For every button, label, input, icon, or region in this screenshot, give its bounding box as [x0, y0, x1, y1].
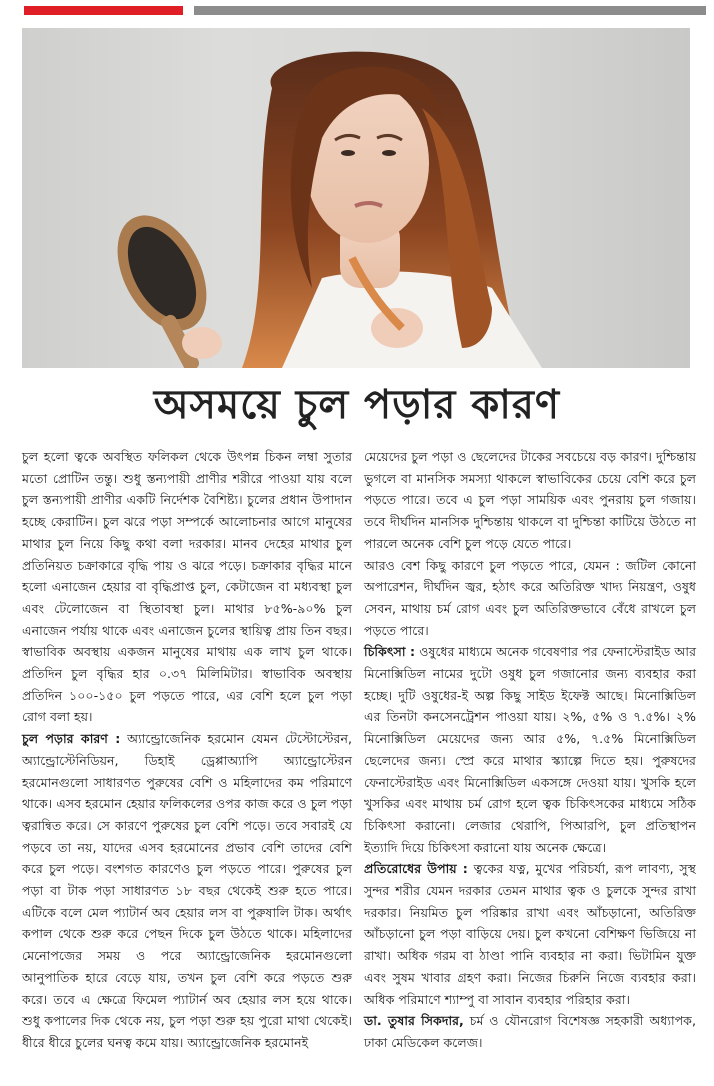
paragraph-intro: [22, 446, 352, 728]
paragraph-causes-text: অ্যান্ড্রোজেনিক হরমোন যেমন টেস্টোস্টেরন, অ্যান্ড্রোস্টেনিডিয়ন, ডিহাই ড্রেপ্পাঅ্যাপি অ্যান্ড্রোস্টেরন হরমোনগুলো সাধারণত পুরুষের বেশি ও মহিলাদের কম পরিমাণে থাকে। এসব হরমোন হেয়ার ফলিকলের ওপর কাজ করে ও চুল পড়া ত্বরান্বিত করে। সে কারণে পুরুষের চুল বেশি পড়ে। তবে সবারই যে পড়বে তা নয়, যাদের এসব হরমোনের প্রভাব বেশি তাদের বেশি করে চুল পড়ে। বংশগত কারণেও চুল পড়তে পারে। পুরুষের চুল পড়া বা টাক পড়া সাধারণত ১৮ বছর থেকেই শুরু হতে পারে। এটিকে বলে মেল প্যাটার্ন অব হেয়ার লস বা পুরুষালি টাক। অর্থাৎ কপাল থেকে শুরু করে পেছন দিকে চুল উঠতে থাকে। মহিলাদের মেনোপজের সময় ও পরে অ্যান্ড্রোজেনিক হরমোনগুলো আনুপাতিক হারে বেড়ে যায়, তখন চুল বেশি করে পড়তে শুরু করে। তবে এ ক্ষেত্রে ফিমেল প্যাটার্ন অব হেয়ার লস হয়ে থাকে। শুধু কপালের দিক থেকে নয়, চুল পড়া শুরু হয় পুরো মাথা থেকেই। ধীরে ধীরে চুলের ঘনত্ব কমে যায়। অ্যান্ড্রোজেনিক হরমোনই: [22, 731, 353, 1050]
paragraph-continuation-text: মেয়েদের চুল পড়া ও ছেলেদের টাকের সবচেয়ে বড় কারণ। দুশ্চিন্তায় ভুগলে বা মানসিক সমস্যা থাকলে স্বাভাবিকের চেয়ে বেশি করে চুল পড়তে পারে। তবে এ চুল পড়া সাময়িক এবং পুনরায় চুল গজায়। তবে দীর্ঘদিন মানসিক দুশ্চিন্তায় থাকলে বা দুশ্চিন্তা কাটিয়ে উঠতে না পারলে অনেক বেশি চুল পড়ে যেতে পারে।: [364, 449, 696, 551]
paragraph-prevention: [364, 858, 696, 1010]
article-column-left: [22, 446, 352, 1054]
author-byline: [364, 1010, 696, 1053]
top-accent-bar: [24, 6, 706, 15]
author-name: ডা. তুষার সিকদার,: [364, 1013, 464, 1029]
paragraph-other-causes: [364, 555, 696, 642]
paragraph-treatment-text: ওষুধের মাধ্যমে অনেক গবেষণার পর ফেনাস্টেরাইড আর মিনোক্সিডিল নামের দুটো ওষুধ চুল গজানোর জন্য ব্যবহার করা হচ্ছে। দুটি ওষুধের-ই অল্প কিছু সাইড ইফেক্ট আছে। মিনোক্সিডিল এর তিনটা কনসেনট্রেশন পাওয়া যায়। ২%, ৫% ও ৭.৫%। ২% মিনোক্সিডিল মেয়েদের জন্য আর ৫%, ৭.৫% মিনোক্সিডিল ছেলেদের জন্য। স্প্রে করে মাথার স্ক্যাল্পে দিতে হয়। পুরুষদের ফেনাস্টেরাইড এবং মিনোক্সিডিল একসঙ্গে দেওয়া যায়। খুসকি হলে খুসকির এবং মাথায় চর্ম রোগ হলে ত্বক চিকিৎসকের মাধ্যমে সঠিক চিকিৎসা করানো। লেজার থেরাপি, পিআরপি, চুল প্রতিস্থাপন ইত্যাদি দিয়ে চিকিৎসা করানো যায় অনেক ক্ষেত্রে।: [364, 644, 697, 855]
paragraph-causes: [22, 728, 352, 1054]
section-lead-prevention: প্রতিরোধের উপায় :: [364, 861, 468, 877]
paragraph-treatment: [364, 641, 696, 858]
paragraph-other-causes-text: আরও বেশ কিছু কারণে চুল পড়তে পারে, যেমন : জটিল কোনো অপারেশন, দীর্ঘদিন জ্বর, হঠাৎ করে অতিরিক্ত খাদ্য নিয়ন্ত্রণ, ওষুধ সেবন, মাথায় চর্ম রোগ এবং চুল অতিরিক্তভাবে বেঁধে রাখলে চুল পড়তে পারে।: [364, 557, 696, 638]
woman-holding-hair-brush-photo: [22, 28, 690, 368]
paragraph-continuation: [364, 446, 696, 555]
paragraph-prevention-text: ত্বকের যত্ন, মুখের পরিচর্যা, রূপ লাবণ্য, সুস্থ সুন্দর শরীর যেমন দরকার তেমন মাথার ত্বক ও চুলকে সুন্দর রাখা দরকার। নিয়মিত চুল পরিষ্কার রাখা এবং আঁচড়ানো, অতিরিক্ত আঁচড়ানো চুল পড়া বাড়িয়ে দেয়। চুল কখনো বেশিক্ষণ ভিজিয়ে না রাখা। অধিক গরম বা ঠাণ্ডা পানি ব্যবহার না করা। ভিটামিন যুক্ত এবং সুষম খাবার গ্রহণ করা। নিজের চিরুনি নিজে ব্যবহার করা। অধিক পরিমাণে শ্যাম্পু বা সাবান ব্যবহার পরিহার করা।: [364, 861, 697, 1007]
paragraph-intro-text: চুল হলো ত্বকে অবস্থিত ফলিকল থেকে উৎপন্ন চিকন লম্বা সুতার মতো প্রোটিন তন্তু। শুধু স্তন্যপায়ী প্রাণীর শরীরে পাওয়া যায় বলে চুল স্তন্যপায়ী প্রাণীর একটি নির্দেশক বৈশিষ্ট্য। চুলের প্রধান উপাদান হচ্ছে কেরাটিন। চুল ঝরে পড়া সম্পর্কে আলোচনার আগে মানুষের মাথার চুল নিয়ে কিছু কথা বলা দরকার। মানব দেহের মাথার চুল প্রতিনিয়ত চক্রাকারে বৃদ্ধি পায় ও ঝরে পড়ে। চক্রাকার বৃদ্ধির মানে হলো এনাজেন হেয়ার বা বৃদ্ধিপ্রাপ্ত চুল, কেটাজেন বা মধ্যবস্থা চুল এবং টেলোজেন বা স্থিতাবস্থা চুল। মাথার ৮৫%-৯০% চুল এনাজেন পর্যায় থাকে এবং এনাজেন চুলের স্থায়িত্ব প্রায় তিন বছর। স্বাভাবিক অবস্থায় একজন মানুষের মাথায় এক লাখ চুল থাকে। প্রতিদিন চুল বৃদ্ধির হার ০.৩৭ মিলিমিটার। স্বাভাবিক অবস্থায় প্রতিদিন ১০০-১৫০ চুল পড়তে পারে, এর বেশি হলে চুল পড়া রোগ বলা হয়।: [22, 449, 352, 725]
article-column-right: [364, 446, 696, 1054]
article-photo: [22, 28, 690, 368]
grey-accent-bar: [194, 6, 706, 15]
article-headline: অসময়ে চুল পড়ার কারণ: [153, 381, 561, 428]
red-accent-bar: [24, 6, 183, 15]
author-title: চর্ম ও যৌনরোগ বিশেষজ্ঞ সহকারী অধ্যাপক, ঢাকা মেডিকেল কলেজ।: [364, 1013, 696, 1050]
section-lead-treatment: চিকিৎসা :: [364, 644, 416, 660]
section-lead-causes: চুল পড়ার কারণ :: [22, 731, 121, 747]
